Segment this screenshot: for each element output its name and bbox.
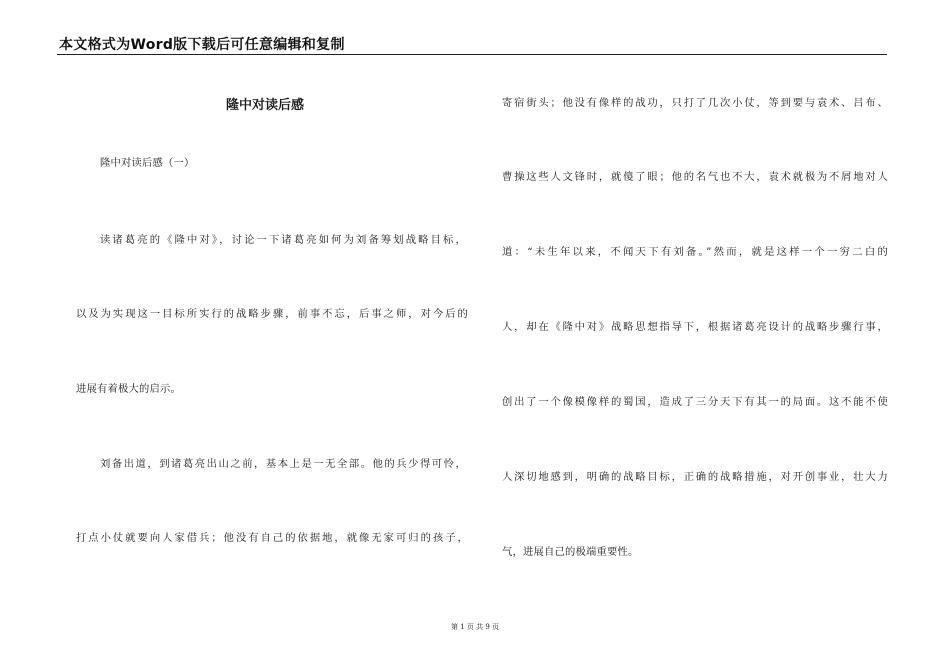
header-divider	[57, 54, 887, 55]
body-line: 进展有着极大的启示。	[76, 383, 181, 395]
body-line: 道：“未生年以来，不闻天下有刘备。”然而，就是这样一个一穷二白的	[502, 246, 888, 258]
page-indicator: 第 1 页 共 9 页	[450, 623, 500, 631]
document-title: 隆中对读后感	[225, 98, 304, 113]
watermark-header: 本文格式为Word版下载后可任意编辑和复制	[59, 37, 345, 53]
body-line: 打点小仗就要向人家借兵；他没有自己的依据地，就像无家可归的孩子，	[76, 532, 468, 544]
body-line: 刘备出道，到诸葛亮出山之前，基本上是一无全部。他的兵少得可怜，	[100, 458, 466, 470]
body-line: 曹操这些人文锋时，就傻了眼；他的名气也不大，袁术就极为不屑地对人	[502, 171, 888, 183]
body-line: 寄宿街头；他没有像样的战功，只打了几次小仗，等到要与袁术、吕布、	[502, 97, 888, 109]
body-line: 气，进展自己的极端重要性。	[502, 546, 639, 558]
body-line: 人深切地感到，明确的战略目标，正确的战略措施，对开创事业，壮大力	[502, 471, 888, 483]
body-line: 人，却在《隆中对》战略思想指导下，根据诸葛亮设计的战略步骤行事，	[502, 321, 888, 333]
subtitle-line: 隆中对读后感（一）	[100, 157, 195, 169]
body-line: 读诸葛亮的《隆中对》，讨论一下诸葛亮如何为刘备筹划战略目标，	[100, 234, 466, 246]
body-line: 创出了一个像模像样的蜀国，造成了三分天下有其一的局面。这不能不使	[502, 396, 888, 408]
body-line: 以及为实现这一目标所实行的战略步骤，前事不忘，后事之师，对今后的	[76, 308, 468, 320]
